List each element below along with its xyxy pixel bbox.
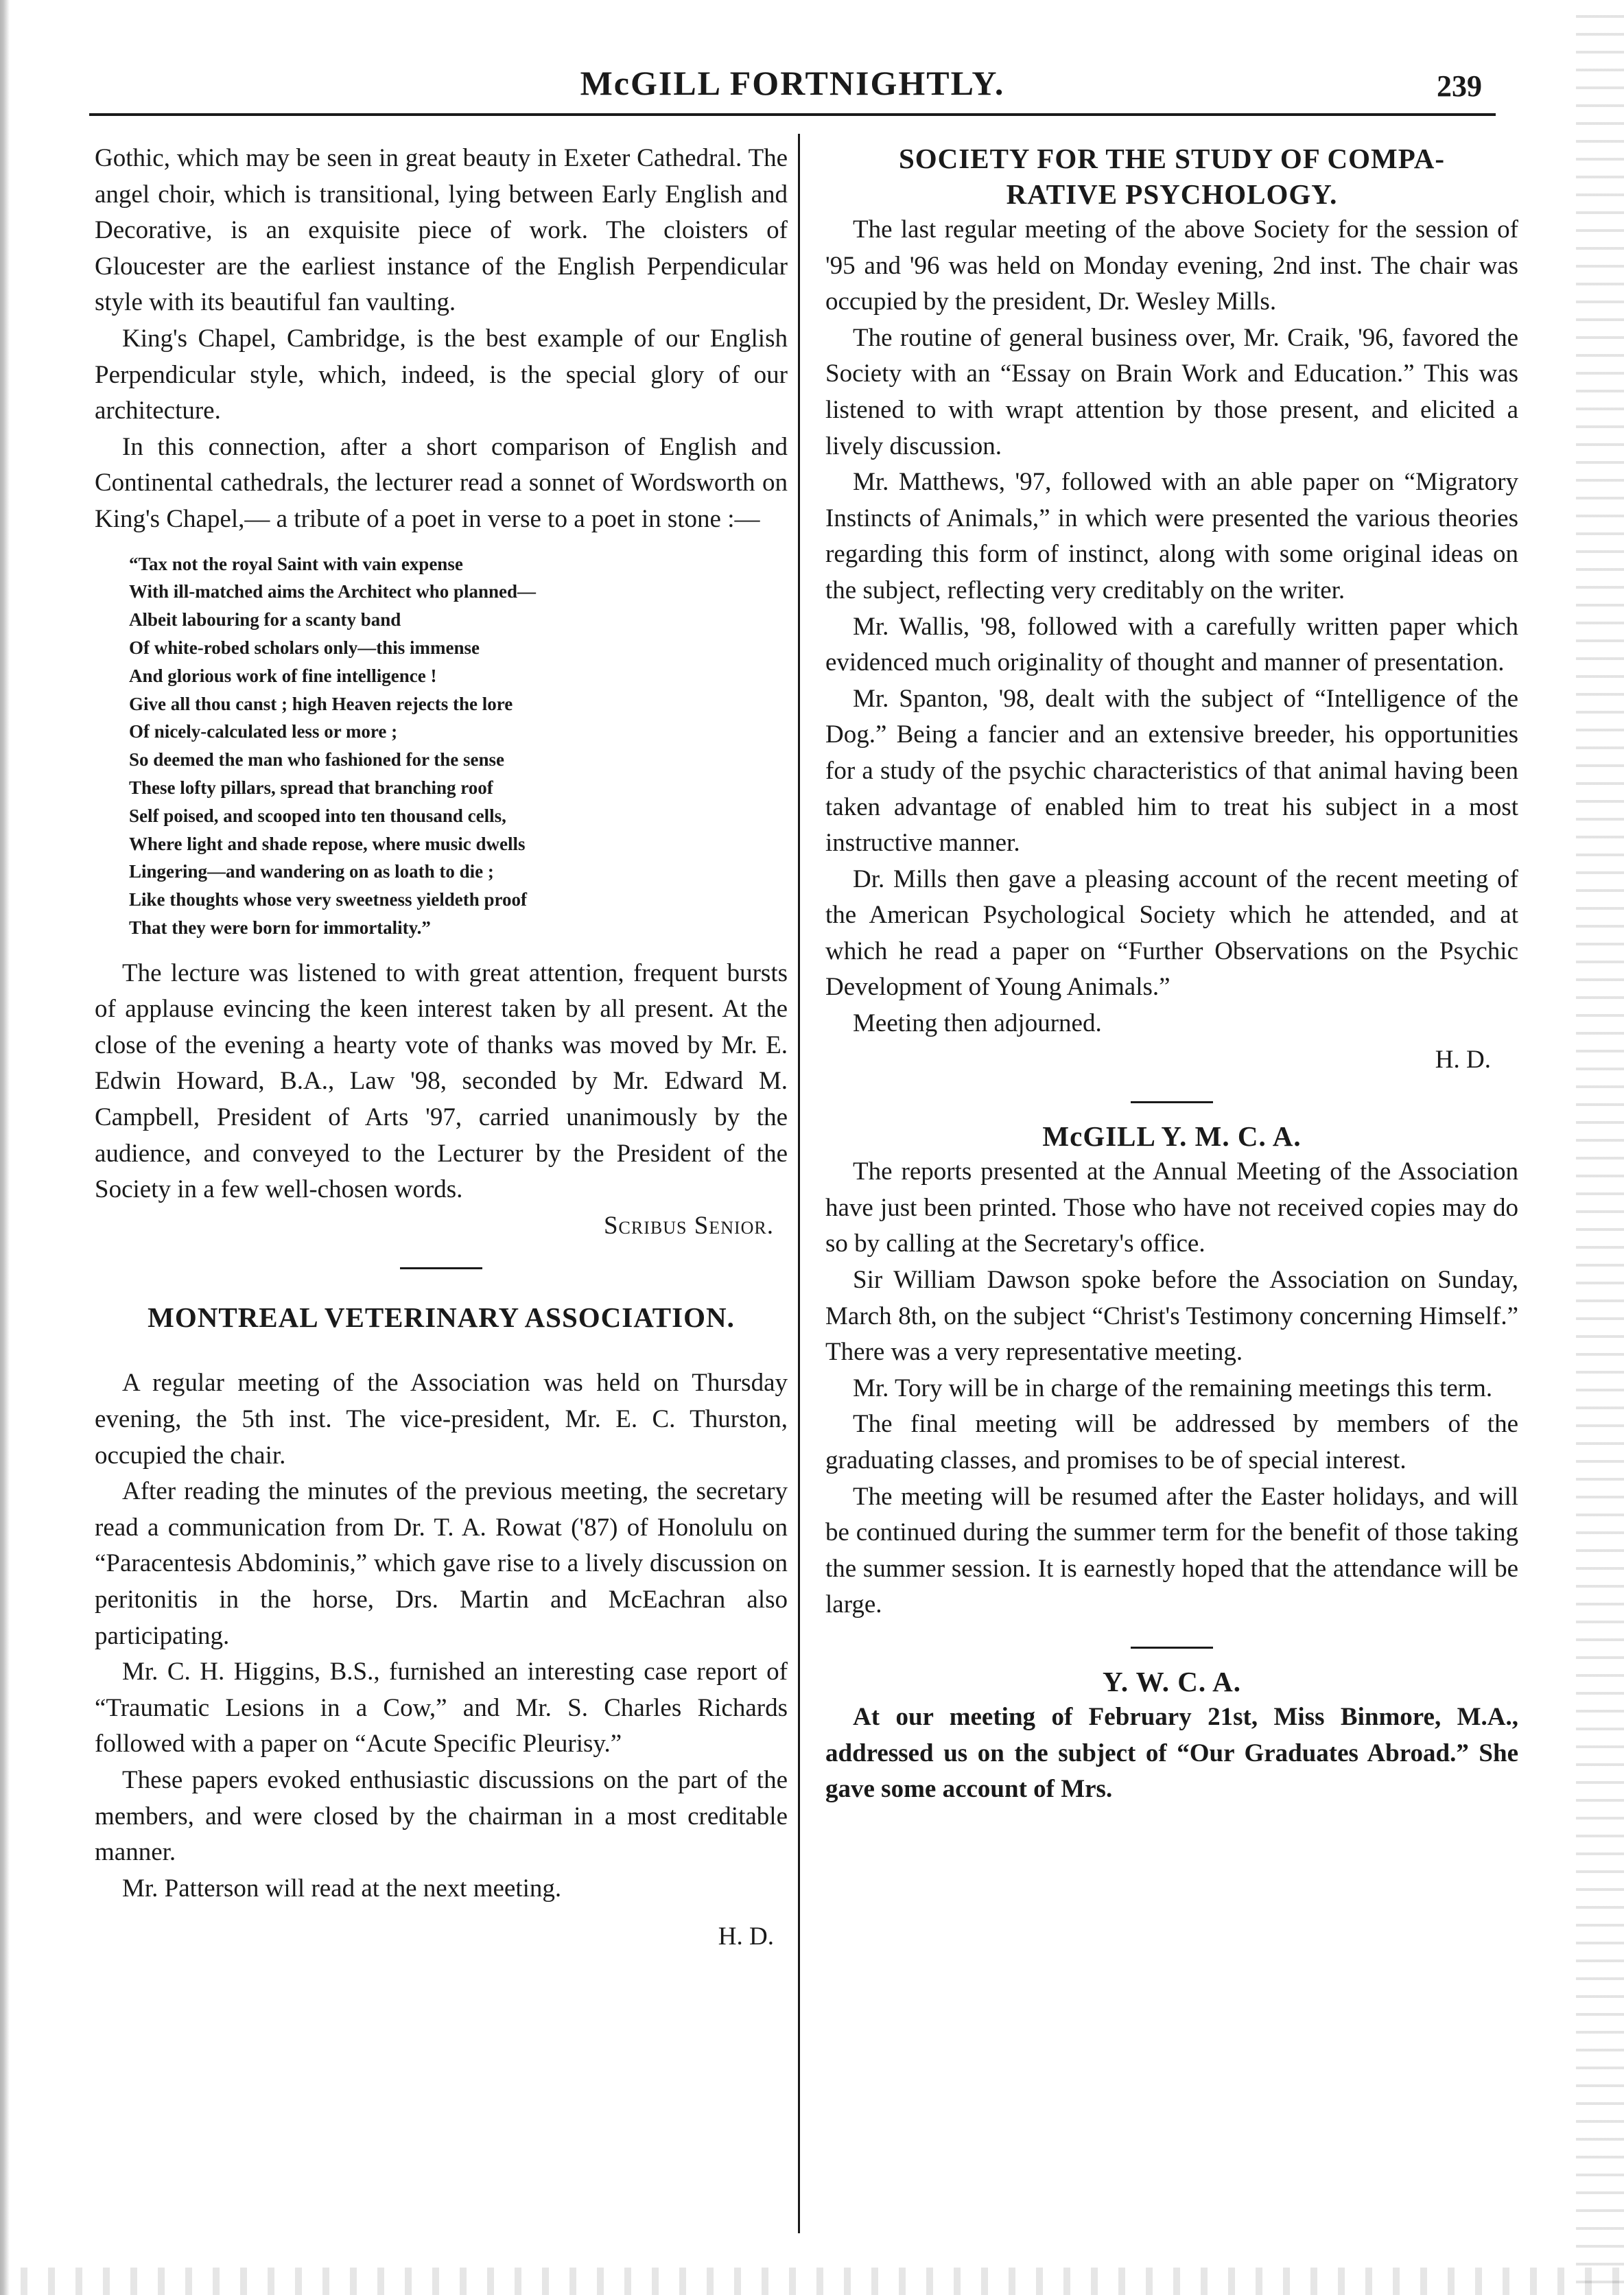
section-title: McGILL Y. M. C. A. [1042, 1120, 1302, 1153]
section-title: SOCIETY FOR THE STUDY OF COMPA- [898, 143, 1445, 174]
section-separator [400, 1267, 482, 1269]
poem-line: Of nicely-calculated less or more ; [129, 721, 398, 742]
poem-line: These lofty pillars, spread that branching roof [129, 777, 493, 798]
paragraph: Mr. C. H. Higgins, B.S., furnished an interesting case report of “Traumatic Lesions in a Cow,” and Mr. S. Charles Richards followed with a paper on “Acute Specific Pleurisy.” [95, 1658, 788, 1758]
running-head [89, 56, 1496, 111]
poem-line: Like thoughts whose very sweetness yieldeth proof [129, 889, 527, 910]
poem-line: Albeit labouring for a scanty band [129, 609, 401, 631]
signature: H. D. [718, 1922, 774, 1951]
signature: H. D. [1435, 1045, 1491, 1074]
poem-line: Where light and shade repose, where music dwells [129, 833, 526, 854]
section-separator [1131, 1101, 1213, 1103]
poem-line: Of white-robed scholars only—this immense [129, 637, 480, 658]
poem-line: And glorious work of fine intelligence ! [129, 665, 437, 686]
left-column [95, 141, 788, 1955]
page-bottom-edge [0, 2268, 1624, 2295]
paragraph: The routine of general business over, Mr. Craik, '96, favored the Society with an “Essay on Brain Work and Education.” This was listened to with wrapt attention by those present, and elicited a lively discussion. [825, 323, 1518, 460]
right-column [825, 141, 1518, 1808]
section-title-continued: RATIVE PSYCHOLOGY. [1006, 178, 1338, 210]
poem-line: Give all thou canst ; high Heaven rejects the lore [129, 693, 513, 714]
paragraph: The reports presented at the Annual Meeting of the Association have just been printed. Those who have not received copies may do so by calling at the Secretary's office. [825, 1157, 1518, 1258]
paragraph: A regular meeting of the Association was held on Thursday evening, the 5th inst. The vice-president, Mr. E. C. Thurston, occupied the chair. [95, 1369, 788, 1470]
poem-line: Self poised, and scooped into ten thousand cells, [129, 805, 506, 826]
paragraph: Sir William Dawson spoke before the Association on Sunday, March 8th, on the subject “Christ's Testimony concerning Himself.” There was a very representative meeting. [825, 1266, 1518, 1367]
page-edge-right [1576, 0, 1624, 2295]
signature: Scribus Senior. [603, 1211, 774, 1240]
paragraph: King's Chapel, Cambridge, is the best example of our English Perpendicular style, which, indeed, is the special glory of our architecture. [95, 324, 788, 425]
paragraph: Dr. Mills then gave a pleasing account of the recent meeting of the American Psychological Society which he attended, and at which he read a paper on “Further Observations on the Psychic Development of Young Animals.” [825, 864, 1518, 1002]
page-edge-left [0, 0, 10, 2295]
paragraph: Mr. Wallis, '98, followed with a carefully written paper which evidenced much originality of thought and manner of presentation. [825, 612, 1518, 677]
paragraph: The meeting will be resumed after the Easter holidays, and will be continued during the summer term for the benefit of those taking the summer session. It is earnestly hoped that the attendance will be large. [825, 1482, 1518, 1619]
paragraph: The lecture was listened to with great attention, frequent bursts of applause evincing the keen interest taken by all present. At the close of the evening a hearty vote of thanks was moved by Mr. E. Edwin Howard, B.A., Law '98, seconded by Mr. Edward M. Campbell, President of Arts '97, carried unanimously by the audience, and conveyed to the Lecturer by the President of the Society in a few well-chosen words. [95, 958, 788, 1204]
paragraph: These papers evoked enthusiastic discussions on the part of the members, and were closed by the chairman in a most creditable manner. [95, 1765, 788, 1867]
sonnet-quote [129, 550, 788, 942]
section-separator [1131, 1647, 1213, 1649]
paragraph: Mr. Tory will be in charge of the remaining meetings this term. [853, 1374, 1493, 1402]
paragraph: Gothic, which may be seen in great beauty in Exeter Cathedral. The angel choir, which is transitional, lying between Early English and Decorative, is an exquisite piece of work. The cloisters of Gloucester are the earliest instance of the English Perpendicular style with its beautiful fan vaulting. [95, 144, 788, 317]
paragraph: At our meeting of February 21st, Miss Binmore, M.A., addressed us on the subject of “Our Graduates Abroad.” She gave some account of Mrs. [825, 1702, 1518, 1804]
header-rule [89, 113, 1496, 116]
section-title: Y. W. C. A. [1102, 1665, 1242, 1697]
paragraph: Meeting then adjourned. [853, 1009, 1102, 1038]
section-title: MONTREAL VETERINARY ASSOCIATION. [148, 1302, 735, 1334]
paragraph: In this connection, after a short comparison of English and Continental cathedrals, the lecturer read a sonnet of Wordsworth on King's Chapel,— a tribute of a poet in verse to a poet in stone :— [95, 432, 788, 533]
poem-line: With ill-matched aims the Architect who planned— [129, 581, 537, 602]
poem-line: That they were born for immortality.” [129, 917, 431, 938]
poem-line: Lingering—and wandering on as loath to die ; [129, 861, 494, 882]
paragraph: The final meeting will be addressed by members of the graduating classes, and promises to be of special interest. [825, 1410, 1518, 1474]
poem-line: So deemed the man who fashioned for the sense [129, 749, 505, 770]
paragraph: Mr. Patterson will read at the next meeting. [122, 1874, 562, 1903]
journal-title: McGILL FORTNIGHTLY. [580, 64, 1005, 102]
poem-line: “Tax not the royal Saint with vain expense [129, 553, 463, 574]
paragraph: The last regular meeting of the above Society for the session of '95 and '96 was held on Monday evening, 2nd inst. The chair was occupied by the president, Dr. Wesley Mills. [825, 215, 1518, 316]
paragraph: Mr. Spanton, '98, dealt with the subject of “Intelligence of the Dog.” Being a fancier and an extensive breeder, his opportunities for a study of the psychic characteristics of that animal having been taken advantage of enabled him to treat his subject in a most instructive manner. [825, 684, 1518, 858]
paragraph: After reading the minutes of the previous meeting, the secretary read a communication from Dr. T. A. Rowat ('87) of Honolulu on “Paracentesis Abdominis,” which gave rise to a lively discussion on peritonitis in the horse, Drs. Martin and McEachran also participating. [95, 1477, 788, 1650]
paragraph: Mr. Matthews, '97, followed with an able paper on “Migratory Instincts of Animals,” in which were presented the various theories regarding this form of instinct, along with some original ideas on the subject, reflecting very creditably on the writer. [825, 468, 1518, 604]
page-number: 239 [1437, 69, 1482, 103]
column-divider [798, 134, 800, 2233]
